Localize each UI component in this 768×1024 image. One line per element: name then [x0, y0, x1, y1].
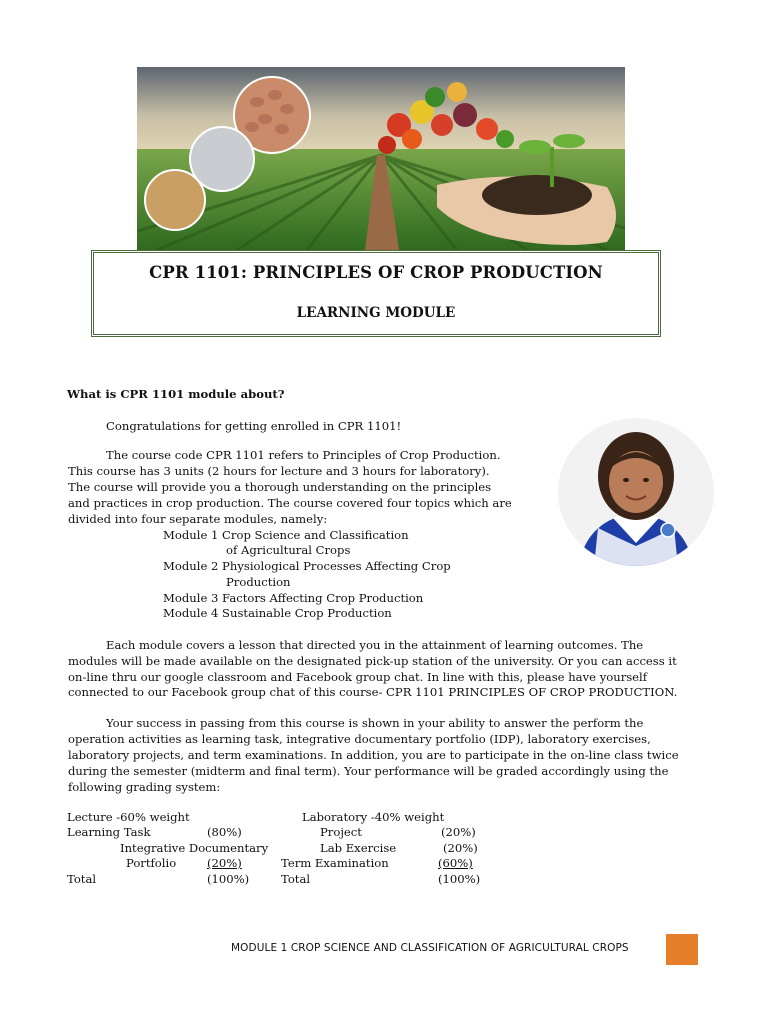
grading-percent: (20%)	[441, 825, 476, 839]
paragraph-line: on-line thru our google classroom and Facebook group chat. In line with this, please have yourself	[68, 670, 648, 684]
module-item: Module 2 Physiological Processes Affecting Crop	[163, 559, 451, 573]
module-subtitle: LEARNING MODULE	[296, 305, 456, 321]
module-item: Module 3 Factors Affecting Crop Production	[163, 591, 424, 605]
paragraph-line: modules will be made available on the designated pick-up station of the university. Or you can access it	[68, 654, 677, 668]
grading-percent: (60%)	[438, 856, 473, 870]
grading-percent: (20%)	[443, 841, 478, 855]
intro-line: divided into four separate modules, namely:	[68, 512, 328, 526]
grading-item: Portfolio	[126, 856, 177, 870]
grading-percent: (20%)	[207, 856, 242, 870]
grading-total-label: Total	[281, 872, 311, 886]
grading-percent: (80%)	[207, 825, 242, 839]
paragraph-line: operation activities as learning task, integrative documentary portfolio (IDP), laboratory exercises,	[68, 732, 651, 746]
paragraph-line: laboratory projects, and term examinations. In addition, you are to participate in the on-line class twice	[68, 748, 679, 762]
crop-field-illustration	[137, 67, 625, 250]
intro-line: and practices in crop production. The course covered four topics which are	[68, 496, 512, 510]
title-box	[91, 250, 661, 337]
instructor-photo	[558, 418, 714, 566]
module-item: Production	[226, 575, 291, 589]
section-heading: What is CPR 1101 module about?	[67, 387, 285, 401]
module-item: Module 1 Crop Science and Classification	[163, 528, 409, 542]
grading-item: Lab Exercise	[320, 841, 397, 855]
grading-item: Learning Task	[67, 825, 151, 839]
grading-total-percent: (100%)	[438, 872, 481, 886]
module-item: Module 4 Sustainable Crop Production	[163, 606, 392, 620]
laboratory-header: Laboratory -40% weight	[302, 810, 445, 824]
grading-total-percent: (100%)	[207, 872, 250, 886]
intro-line: The course code CPR 1101 refers to Principles of Crop Production.	[106, 448, 501, 462]
paragraph-line: during the semester (midterm and final term). Your performance will be graded accordingly using the	[68, 764, 669, 778]
footer-module-title: MODULE 1 CROP SCIENCE AND CLASSIFICATION OF AGRICULTURAL CROPS	[231, 942, 629, 954]
congrats-text: Congratulations for getting enrolled in CPR 1101!	[106, 419, 402, 433]
lecture-header: Lecture -60% weight	[67, 810, 190, 824]
intro-line: The course will provide you a thorough understanding on the principles	[68, 480, 492, 494]
paragraph-line: Each module covers a lesson that directed you in the attainment of learning outcomes. The	[106, 638, 644, 652]
paragraph-line: following grading system:	[68, 780, 221, 794]
banner-image	[137, 67, 625, 250]
grading-total-label: Total	[67, 872, 97, 886]
paragraph-line: Your success in passing from this course is shown in your ability to answer the perform the	[106, 716, 644, 730]
intro-line: This course has 3 units (2 hours for lecture and 3 hours for laboratory).	[68, 464, 490, 478]
module-item: of Agricultural Crops	[226, 543, 351, 557]
paragraph-line: connected to our Facebook group chat of this course- CPR 1101 PRINCIPLES OF CROP PRODUCTION.	[68, 685, 678, 699]
grading-item: Integrative Documentary	[120, 841, 269, 855]
grading-item: Term Examination	[281, 856, 389, 870]
footer-accent-box	[666, 934, 698, 965]
grading-item: Project	[320, 825, 362, 839]
course-title: CPR 1101: PRINCIPLES OF CROP PRODUCTION	[149, 263, 603, 282]
